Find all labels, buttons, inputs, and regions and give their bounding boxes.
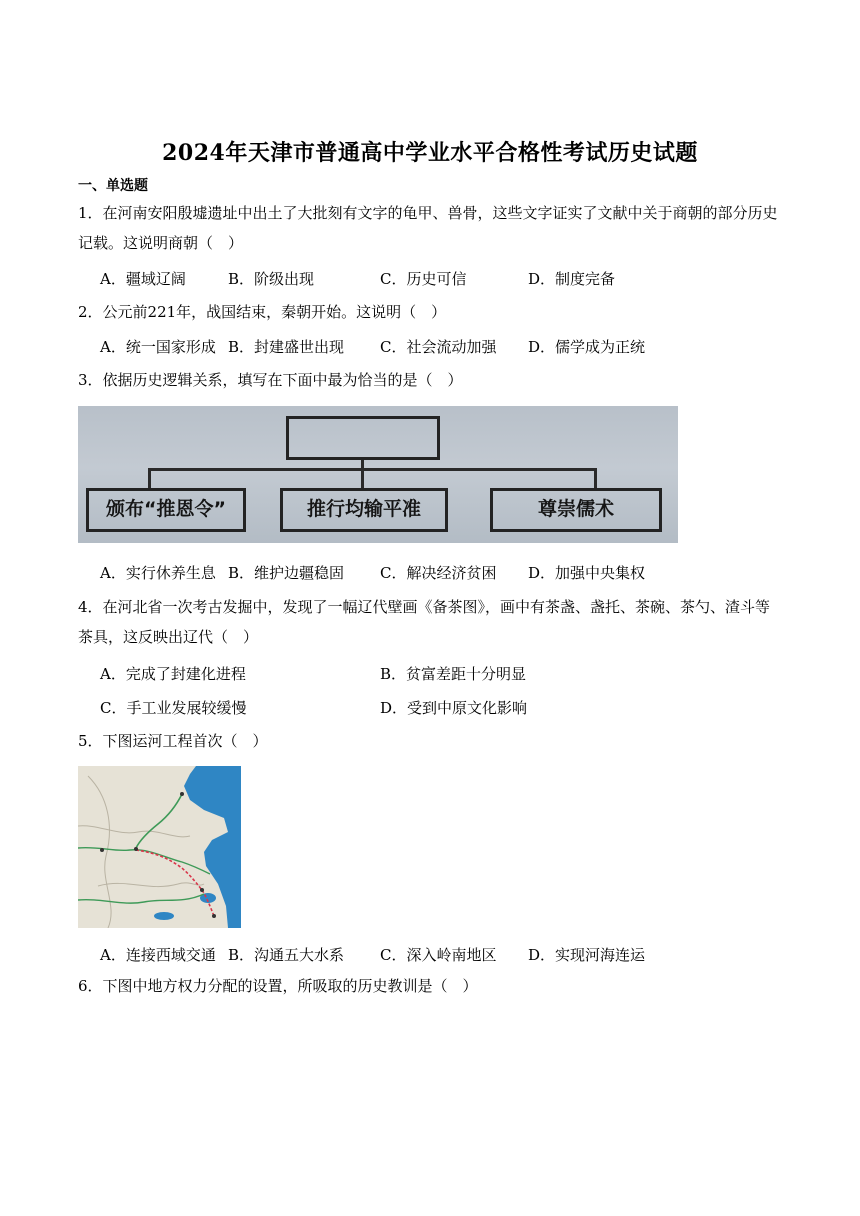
question-3-option-b[interactable]: B．维护边疆稳固 bbox=[228, 564, 345, 582]
diagram-box-ruishu: 尊崇儒术 bbox=[490, 488, 662, 532]
question-1-option-a[interactable]: A．疆域辽阔 bbox=[100, 270, 186, 288]
question-4-option-b[interactable]: B．贫富差距十分明显 bbox=[380, 665, 527, 683]
question-2-option-b[interactable]: B．封建盛世出现 bbox=[228, 338, 345, 356]
question-2-option-d[interactable]: D．儒学成为正统 bbox=[528, 338, 646, 356]
question-5-option-d[interactable]: D．实现河海连运 bbox=[528, 946, 646, 964]
page-title: 2024年天津市普通高中学业水平合格性考试历史试题 bbox=[162, 140, 698, 166]
section-heading: 一、单选题 bbox=[78, 178, 148, 194]
question-2-option-a[interactable]: A．统一国家形成 bbox=[100, 338, 216, 356]
question-4-option-c[interactable]: C．手工业发展较缓慢 bbox=[100, 699, 247, 717]
diagram-box-junshu: 推行均输平准 bbox=[280, 488, 448, 532]
question-2-option-c[interactable]: C．社会流动加强 bbox=[380, 338, 497, 356]
question-1-option-c[interactable]: C．历史可信 bbox=[380, 270, 467, 288]
diagram-connector-left bbox=[148, 468, 151, 488]
diagram-box-tuienling: 颁布“推恩令” bbox=[86, 488, 246, 532]
question-3-options bbox=[100, 562, 800, 584]
question-5-options bbox=[100, 944, 800, 966]
question-4-option-d[interactable]: D．受到中原文化影响 bbox=[380, 699, 528, 717]
diagram-connector-bar bbox=[148, 468, 596, 471]
diagram-connector-right bbox=[594, 468, 597, 488]
question-5-option-a[interactable]: A．连接西域交通 bbox=[100, 946, 216, 964]
question-3-option-d[interactable]: D．加强中央集权 bbox=[528, 564, 646, 582]
canal-map-image bbox=[78, 766, 241, 928]
question-4-options-row1 bbox=[100, 663, 800, 685]
question-5-option-c[interactable]: C．深入岭南地区 bbox=[380, 946, 497, 964]
question-2-options bbox=[100, 336, 800, 358]
question-1-stem: 1．在河南安阳殷墟遗址中出土了大批刻有文字的龟甲、兽骨，这些文字证实了文献中关于商朝的部分历史记载。这说明商朝（ ） bbox=[78, 204, 778, 252]
question-6-stem: 6．下图中地方权力分配的设置，所吸取的历史教训是（ ） bbox=[78, 977, 478, 995]
question-3-diagram bbox=[78, 406, 678, 543]
question-1-option-d[interactable]: D．制度完备 bbox=[528, 270, 616, 288]
question-1-option-b[interactable]: B．阶级出现 bbox=[228, 270, 315, 288]
question-4-option-a[interactable]: A．完成了封建化进程 bbox=[100, 665, 246, 683]
question-2-stem: 2．公元前221年，战国结束，秦朝开始。这说明（ ） bbox=[78, 303, 447, 321]
question-5-stem: 5．下图运河工程首次（ ） bbox=[78, 732, 268, 750]
question-5-option-b[interactable]: B．沟通五大水系 bbox=[228, 946, 345, 964]
question-3-option-c[interactable]: C．解决经济贫困 bbox=[380, 564, 497, 582]
question-4-options-row2 bbox=[100, 697, 800, 719]
question-4-stem: 4．在河北省一次考古发掘中，发现了一幅辽代壁画《备茶图》，画中有茶盏、盏托、茶碗、茶勺、渣斗等茶具，这反映出辽代（ ） bbox=[78, 598, 771, 646]
diagram-connector-middle bbox=[361, 468, 364, 488]
question-3-option-a[interactable]: A．实行休养生息 bbox=[100, 564, 216, 582]
diagram-blank-box bbox=[286, 416, 440, 460]
question-1-options bbox=[100, 268, 800, 290]
question-3-stem: 3．依据历史逻辑关系，填写在下面中最为恰当的是（ ） bbox=[78, 371, 463, 389]
canal-map-drawing bbox=[78, 766, 241, 928]
